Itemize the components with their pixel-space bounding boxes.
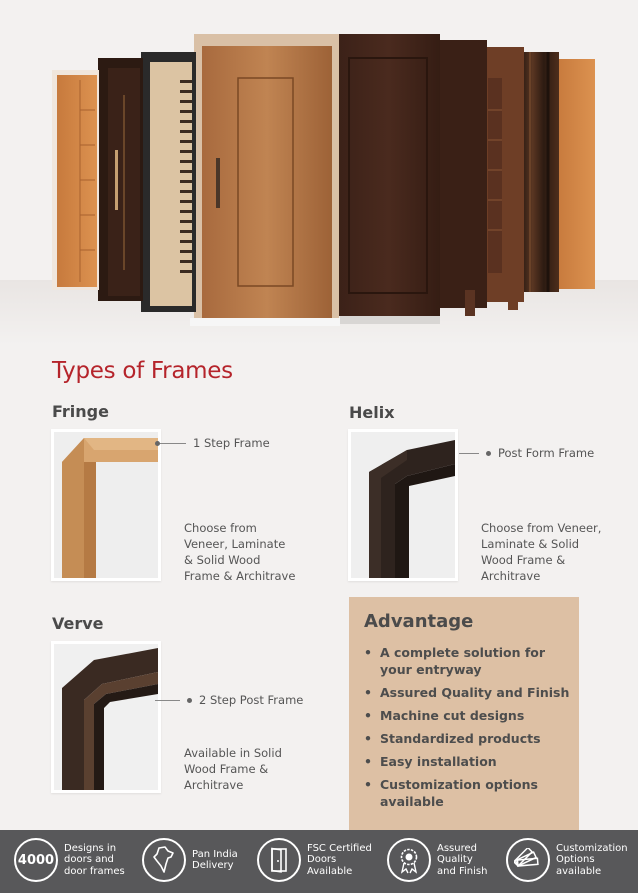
feature-line: Available — [307, 865, 353, 877]
fringe-desc-line: Veneer, Laminate — [184, 537, 286, 551]
feature-line: Delivery — [192, 860, 234, 871]
fringe-callout-label: 1 Step Frame — [193, 436, 270, 450]
advantage-item: • Assured Quality and Finish — [364, 684, 574, 701]
feature-line: door frames — [64, 865, 125, 877]
feature-designs — [14, 838, 125, 882]
india-map-icon — [142, 838, 186, 882]
advantage-item: • Machine cut designs — [364, 707, 574, 724]
frame-name-helix: Helix — [349, 403, 395, 422]
fringe-description — [184, 520, 295, 584]
advantage-list — [364, 644, 574, 816]
callout-dot — [486, 451, 491, 456]
advantage-item: • A complete solution for your entryway — [364, 644, 574, 678]
section-title: Types of Frames — [52, 358, 233, 384]
callout-dot — [187, 698, 192, 703]
helix-callout-label: Post Form Frame — [498, 446, 595, 460]
advantage-title: Advantage — [364, 611, 474, 632]
feature-line: doors and — [64, 854, 114, 866]
helix-desc-line: Architrave — [481, 569, 541, 583]
feature-line: and Finish — [437, 865, 488, 877]
fringe-callout — [155, 436, 270, 450]
advantage-item: • Standardized products — [364, 730, 574, 747]
verve-callout-label: 2 Step Post Frame — [199, 693, 304, 707]
feature-line: Assured — [437, 842, 477, 854]
verve-desc-line: Architrave — [184, 778, 244, 792]
feature-customization — [506, 838, 628, 882]
door-collection-image — [0, 0, 638, 345]
callout-line — [155, 700, 180, 701]
fringe-desc-line: Frame & Architrave — [184, 569, 296, 583]
feature-line: Designs in — [64, 842, 117, 854]
helix-desc-line: Choose from Veneer, — [481, 521, 602, 535]
feature-customization-text — [556, 843, 628, 878]
advantage-box — [349, 597, 579, 830]
feature-line: Pan India — [192, 848, 238, 860]
helix-desc-line: Laminate & Solid — [481, 537, 580, 551]
feature-delivery-text — [192, 849, 238, 872]
door-icon — [257, 838, 301, 882]
feature-line: Options — [556, 854, 595, 866]
feature-line: Quality — [437, 854, 473, 866]
feature-quality-text — [437, 843, 487, 878]
feature-delivery — [142, 838, 238, 882]
fringe-desc-line: Choose from — [184, 521, 257, 535]
verve-desc-line: Available in Solid — [184, 746, 282, 760]
fringe-frame-image — [51, 429, 161, 581]
verve-description — [184, 745, 282, 793]
helix-callout — [459, 446, 594, 460]
callout-line — [459, 453, 479, 454]
quality-badge-icon — [387, 838, 431, 882]
advantage-item: • Easy installation — [364, 753, 574, 770]
verve-callout — [155, 693, 303, 707]
callout-line — [160, 443, 186, 444]
verve-desc-line: Wood Frame & — [184, 762, 269, 776]
helix-desc-line: Wood Frame & — [481, 553, 566, 567]
designs-count-badge: 4000 — [14, 838, 58, 882]
feature-fsc-text — [307, 843, 372, 878]
verve-frame-image — [51, 641, 161, 793]
feature-fsc — [257, 838, 372, 882]
feature-designs-text — [64, 843, 125, 878]
advantage-item: • Customization options available — [364, 776, 574, 810]
fringe-desc-line: & Solid Wood — [184, 553, 261, 567]
feature-line: Doors — [307, 854, 337, 866]
features-footer — [0, 830, 638, 893]
feature-line: FSC Certified — [307, 842, 372, 854]
helix-frame-image — [348, 429, 458, 581]
feature-line: Customization — [556, 842, 628, 854]
feature-quality — [387, 838, 487, 882]
helix-description — [481, 520, 601, 584]
frame-name-fringe: Fringe — [52, 402, 109, 421]
frame-name-verve: Verve — [52, 614, 104, 633]
swatch-fan-icon — [506, 838, 550, 882]
feature-line: available — [556, 865, 602, 877]
